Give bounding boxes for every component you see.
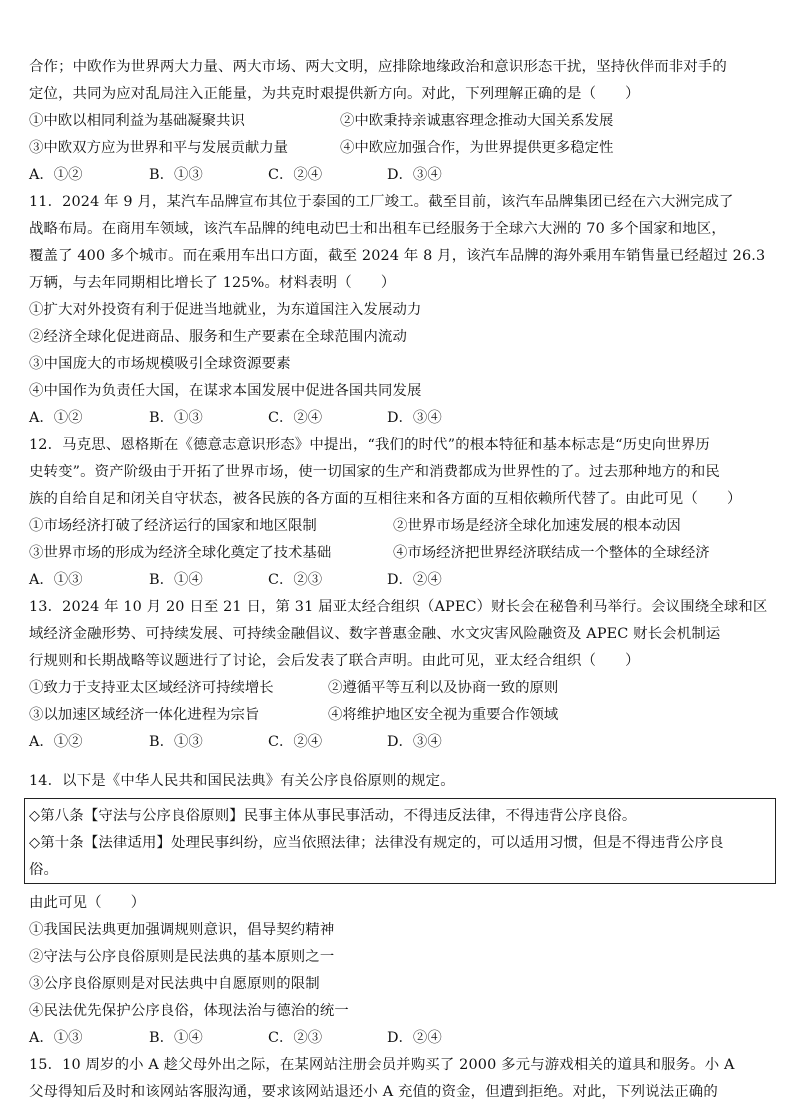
q13-option-2: ②遵循平等互利以及协商一致的原则: [328, 680, 559, 696]
q14-option-4: ④民法优先保护公序良俗，体现法治与德治的统一: [29, 1003, 349, 1019]
q14-option-2: ②守法与公序良俗原则是民法典的基本原则之一: [29, 949, 335, 965]
q11-answer-choices: [29, 408, 769, 428]
q12-stem-line-1: 12．马克思、恩格斯在《德意志意识形态》中提出，“我们的时代”的根本特征和基本标志是“历史向世界历: [29, 437, 710, 453]
q10-choice-a: A．①②: [29, 167, 83, 183]
q11-choice-d: D．③④: [387, 410, 442, 426]
q10-option-1: ①中欧以相同利益为基础凝聚共识: [29, 113, 245, 129]
q10-option-3: ③中欧双方应为世界和平与发展贡献力量: [29, 140, 289, 156]
q13-choice-a: A．①②: [29, 734, 83, 750]
q14-stem: 14．以下是《中华人民共和国民法典》有关公序良俗原则的规定。: [29, 773, 455, 789]
q12-options-row-2: [29, 543, 769, 563]
q13-choice-b: B．①③: [149, 734, 203, 750]
q13-options-row-2: [29, 705, 769, 725]
q12-option-1: ①市场经济打破了经济运行的国家和地区限制: [29, 518, 317, 534]
q14-choice-d: D．②④: [387, 1030, 442, 1046]
q12-stem-line-2: 史转变”。资产阶级由于开拓了世界市场，使一切国家的生产和消费都成为世界性的了。过去那种地方的和民: [29, 464, 720, 480]
q10-option-2: ②中欧秉持亲诚惠容理念推动大国关系发展: [340, 113, 614, 129]
q14-choice-c: C．②③: [268, 1030, 323, 1046]
q11-choice-b: B．①③: [149, 410, 203, 426]
q11-option-4: ④中国作为负责任大国，在谋求本国发展中促进各国共同发展: [29, 383, 422, 399]
q10-options-row-2: [29, 138, 769, 158]
q12-option-2: ②世界市场是经济全球化加速发展的根本动因: [393, 518, 681, 534]
q10-choice-d: D．③④: [387, 167, 442, 183]
q11-option-3: ③中国庞大的市场规模吸引全球资源要素: [29, 356, 291, 372]
q14-option-1: ①我国民法典更加强调规则意识，倡导契约精神: [29, 922, 335, 938]
q11-option-1: ①扩大对外投资有利于促进当地就业，为东道国注入发展动力: [29, 302, 422, 318]
q11-choice-a: A．①②: [29, 410, 83, 426]
quote-article-10-line-1: ◇第十条【法律适用】处理民事纠纷，应当依照法律；法律没有规定的，可以适用习惯，但是不得违背公序良: [29, 835, 724, 851]
q13-option-1: ①致力于支持亚太区域经济可持续增长: [29, 680, 274, 696]
q10-options-row-1: [29, 111, 769, 131]
q12-stem-line-3: 族的自给自足和闭关自守状态，被各民族的各方面的互相往来和各方面的互相依赖所代替了。由此可见（ ）: [29, 491, 742, 507]
q10-stem-line-1: 合作；中欧作为世界两大力量、两大市场、两大文明，应排除地缘政治和意识形态干扰，坚持伙伴而非对手的: [29, 59, 727, 75]
q14-choice-b: B．①④: [149, 1030, 203, 1046]
q11-option-2: ②经济全球化促进商品、服务和生产要素在全球范围内流动: [29, 329, 408, 345]
q11-stem-line-3: 覆盖了 400 多个城市。而在乘用车出口方面，截至 2024 年 8 月，该汽车品牌的海外乘用车销售量已经超过 26.3: [29, 248, 766, 264]
q12-choice-b: B．①④: [149, 572, 203, 588]
q10-choice-c: C．②④: [268, 167, 323, 183]
q13-option-3: ③以加速区域经济一体化进程为宗旨: [29, 707, 260, 723]
q12-option-4: ④市场经济把世界经济联结成一个整体的全球经济: [393, 545, 710, 561]
q13-choice-d: D．③④: [387, 734, 442, 750]
q11-stem-line-4: 万辆，与去年同期相比增长了 125%。材料表明（ ）: [29, 275, 396, 291]
q12-option-3: ③世界市场的形成为经济全球化奠定了技术基础: [29, 545, 332, 561]
q13-option-4: ④将维护地区安全视为重要合作领域: [328, 707, 559, 723]
q15-stem-line-1: 15．10 周岁的小 A 趁父母外出之际，在某网站注册会员并购买了 2000 多元与游戏相关的道具和服务。小 A: [29, 1057, 735, 1073]
q14-choice-a: A．①③: [29, 1030, 83, 1046]
q14-option-3: ③公序良俗原则是对民法典中自愿原则的限制: [29, 976, 320, 992]
q13-options-row-1: [29, 678, 769, 698]
q12-choice-d: D．②④: [387, 572, 442, 588]
q12-choice-c: C．②③: [268, 572, 323, 588]
q11-choice-c: C．②④: [268, 410, 323, 426]
q12-answer-choices: [29, 570, 769, 590]
q13-stem-line-1: 13．2024 年 10 月 20 日至 21 日，第 31 届亚太经合组织（APEC）财长会在秘鲁利马举行。会议围绕全球和区: [29, 599, 768, 615]
q13-stem-line-3: 行规则和长期战略等议题进行了讨论，会后发表了联合声明。由此可见，亚太经合组织（ ）: [29, 653, 640, 669]
q11-stem-line-2: 战略布局。在商用车领域，该汽车品牌的纯电动巴士和出租车已经服务于全球六大洲的 70 多个国家和地区，: [29, 221, 726, 237]
q13-stem-line-2: 域经济金融形势、可持续发展、可持续金融倡议、数字普惠金融、水文灾害风险融资及 APEC 财长会机制运: [29, 626, 721, 642]
q12-choice-a: A．①③: [29, 572, 83, 588]
quote-article-8: ◇第八条【守法与公序良俗原则】民事主体从事民事活动，不得违反法律，不得违背公序良俗。: [29, 808, 637, 824]
quote-article-10-line-2: 俗。: [29, 862, 59, 878]
q10-option-4: ④中欧应加强合作，为世界提供更多稳定性: [340, 140, 614, 156]
q11-stem-line-1: 11．2024 年 9 月，某汽车品牌宣布其位于泰国的工厂竣工。截至目前，该汽车品牌集团已经在六大洲完成了: [29, 194, 734, 210]
q13-choice-c: C．②④: [268, 734, 323, 750]
q10-choice-b: B．①③: [149, 167, 203, 183]
q10-answer-choices: [29, 165, 769, 185]
q15-stem-line-2: 父母得知后及时和该网站客服沟通，要求该网站退还小 A 充值的资金，但遭到拒绝。对此，下列说法正确的: [29, 1084, 718, 1100]
q13-answer-choices: [29, 732, 769, 752]
q10-stem-line-2: 定位，共同为应对乱局注入正能量，为共克时艰提供新方向。对此，下列理解正确的是（ ）: [29, 86, 640, 102]
q12-options-row-1: [29, 516, 769, 536]
q14-question: 由此可见（ ）: [29, 895, 146, 911]
q14-answer-choices: [29, 1028, 769, 1048]
